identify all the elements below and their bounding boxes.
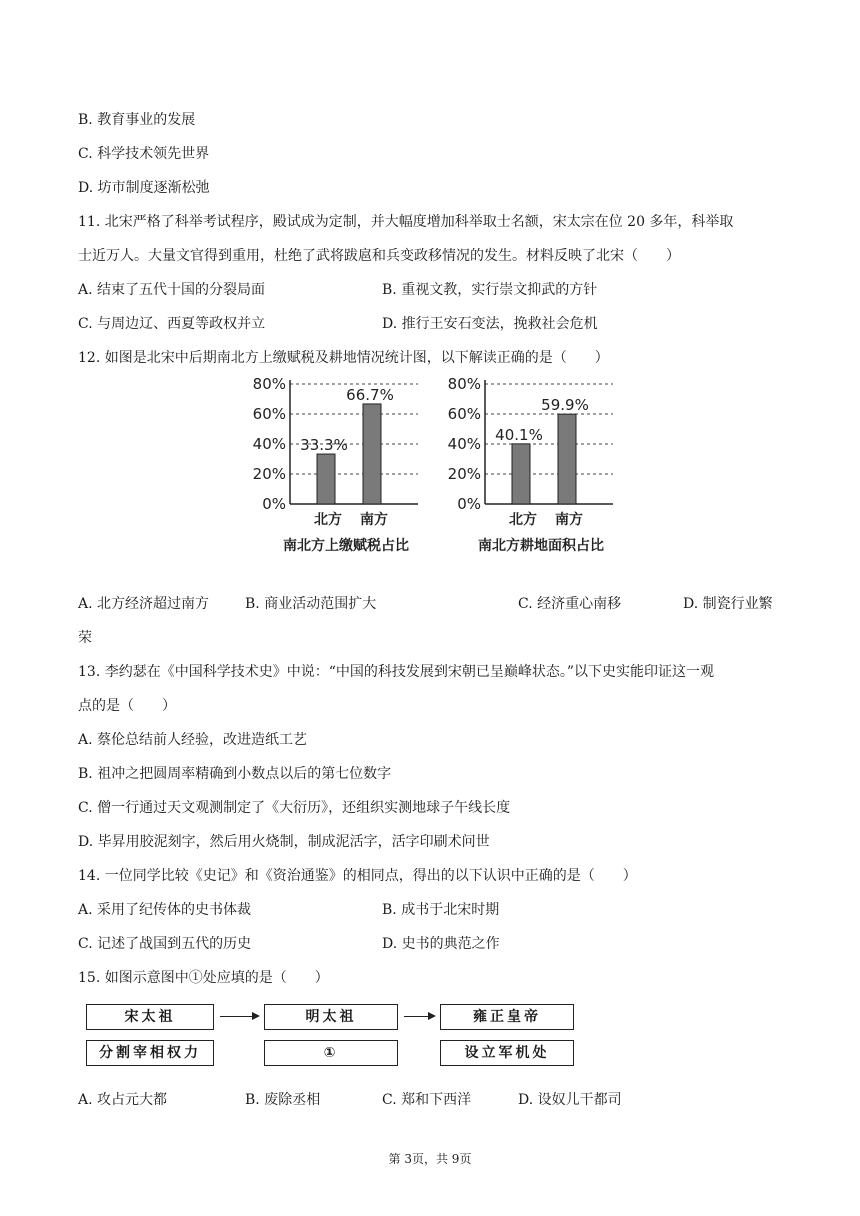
diagram-ming-taizu: 明太祖	[264, 1004, 398, 1030]
chart1-category-label-1: 北方	[314, 512, 342, 528]
chart2-title: 南北方耕地面积占比	[478, 538, 604, 554]
diagram-split-chancellor-power: 分割宰相权力	[86, 1040, 214, 1066]
chart2-bar-1	[512, 444, 530, 504]
chart1-bar-1	[317, 454, 335, 504]
q12-option-a: A. 北方经济超过南方	[78, 596, 210, 612]
chart2-ytick-label: 0%	[457, 495, 481, 513]
q15-option-c: C. 郑和下西洋	[382, 1092, 472, 1108]
q11-option-b: B. 重视文教，实行崇文抑武的方针	[382, 282, 598, 298]
q10-option-b: B. 教育事业的发展	[78, 112, 196, 128]
q10-option-c: C. 科学技术领先世界	[78, 146, 210, 162]
chart1-ytick-label: 80%	[252, 375, 286, 393]
q12-option-c: C. 经济重心南移	[518, 596, 622, 612]
q14-option-d: D. 史书的典范之作	[382, 936, 500, 952]
q12-option-b: B. 商业活动范围扩大	[245, 596, 377, 612]
q13-stem-line1: 13. 李约瑟在《中国科学技术史》中说：“中国的科技发展到宋朝已呈巅峰状态。”以下史实能印证这一观	[78, 664, 715, 680]
q11-stem-line2: 士近万人。大量文官得到重用，杜绝了武将跋扈和兵变政移情况的发生。材料反映了北宋（ ）	[78, 248, 680, 264]
q13-stem-line2: 点的是（ ）	[78, 698, 176, 714]
diagram-blank-1: ①	[264, 1040, 398, 1066]
q15-stem: 15. 如图示意图中①处应填的是（ ）	[78, 970, 329, 986]
chart1-bar-2	[363, 404, 381, 504]
q15-option-b: B. 废除丞相	[245, 1092, 321, 1108]
diagram-grand-council: 设立军机处	[440, 1040, 574, 1066]
chart1-data-label-2: 66.7%	[346, 385, 394, 404]
chart2-ytick-label: 20%	[447, 465, 481, 483]
q12-option-d-continued: 荣	[78, 630, 92, 646]
q12-charts	[240, 372, 620, 562]
chart2-ytick-label: 60%	[447, 405, 481, 423]
chart2-ytick-label: 40%	[447, 435, 481, 453]
q12-charts-svg	[240, 372, 620, 562]
q14-stem: 14. 一位同学比较《史记》和《资治通鉴》的相同点，得出的以下认识中正确的是（ ）	[78, 868, 637, 884]
q14-option-b: B. 成书于北宋时期	[382, 902, 500, 918]
q15-diagram	[80, 1000, 600, 1080]
diagram-song-taizu: 宋太祖	[86, 1004, 214, 1030]
q12-stem: 12. 如图是北宋中后期南北方上缴赋税及耕地情况统计图，以下解读正确的是（ ）	[78, 350, 609, 366]
diagram-arrow-2	[404, 1016, 434, 1017]
chart1-ytick-label: 60%	[252, 405, 286, 423]
q15-option-a: A. 攻占元大都	[78, 1092, 168, 1108]
chart1-ytick-label: 0%	[262, 495, 286, 513]
q11-option-d: D. 推行王安石变法，挽救社会危机	[382, 316, 598, 332]
q13-option-c: C. 僧一行通过天文观测制定了《大衍历》，还组织实测地球子午线长度	[78, 800, 511, 816]
chart2-ytick-label: 80%	[447, 375, 481, 393]
chart1-ytick-label: 20%	[252, 465, 286, 483]
q14-option-a: A. 采用了纪传体的史书体裁	[78, 902, 252, 918]
chart2-data-label-2: 59.9%	[541, 396, 589, 415]
page-footer: 第 3页，共 9页	[388, 1152, 472, 1166]
chart2-category-label-1: 北方	[509, 512, 537, 528]
chart2-bar-2	[558, 414, 576, 504]
q12-option-d: D. 制瓷行业繁	[683, 596, 773, 612]
chart1-ytick-label: 40%	[252, 435, 286, 453]
q13-option-b: B. 祖冲之把圆周率精确到小数点以后的第七位数字	[78, 766, 392, 782]
chart2-category-label-2: 南方	[555, 512, 583, 528]
q11-stem-line1: 11. 北宋严格了科举考试程序，殿试成为定制，并大幅度增加科举取士名额，宋太宗在位 20 多年，科举取	[78, 214, 734, 230]
q14-option-c: C. 记述了战国到五代的历史	[78, 936, 252, 952]
q15-option-d: D. 设奴儿干都司	[518, 1092, 622, 1108]
diagram-arrow-1	[220, 1016, 258, 1017]
chart1-data-label-1: 33.3%	[300, 436, 348, 455]
chart1-category-label-2: 南方	[360, 512, 388, 528]
q13-option-d: D. 毕昇用胶泥刻字，然后用火烧制，制成泥活字，活字印刷术问世	[78, 834, 490, 850]
chart1-title: 南北方上缴赋税占比	[283, 538, 409, 554]
q13-option-a: A. 蔡伦总结前人经验，改进造纸工艺	[78, 732, 308, 748]
q11-option-c: C. 与周边辽、西夏等政权并立	[78, 316, 266, 332]
q10-option-d: D. 坊市制度逐渐松弛	[78, 180, 210, 196]
diagram-yongzheng: 雍正皇帝	[440, 1004, 574, 1030]
chart2-data-label-1: 40.1%	[495, 425, 543, 444]
q11-option-a: A. 结束了五代十国的分裂局面	[78, 282, 266, 298]
